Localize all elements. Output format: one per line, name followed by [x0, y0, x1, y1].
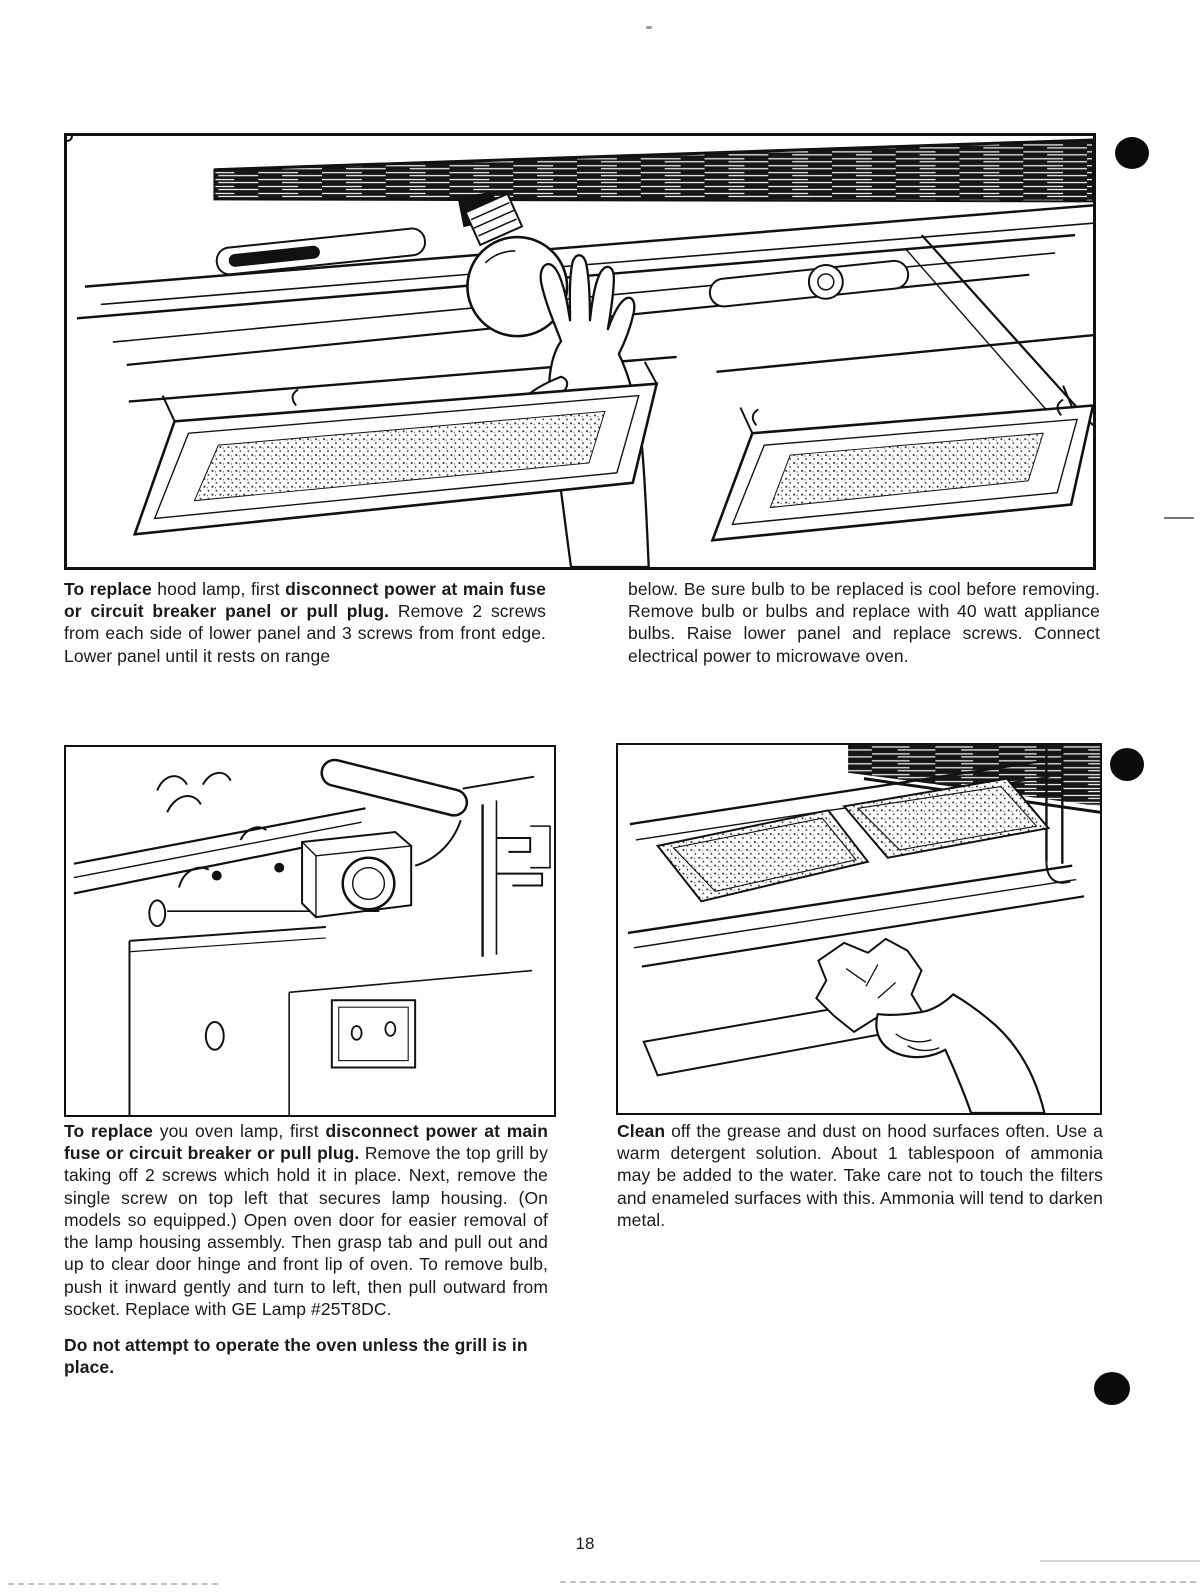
- oven-lamp-housing-illustration: [64, 745, 556, 1117]
- hood-cleaning-illustration: [616, 743, 1102, 1115]
- oven-lamp-text-column: [64, 1120, 548, 1392]
- paragraph-oven-lamp: To replace you oven lamp, first disconnect power at main fuse or circuit breaker or pull plug. Remove the top grill by taking off 2 screws which hold it in place. Next, remove the single screw on top left that secures lamp housing. (On models so equipped.) Open oven door for easier removal of the lamp housing assembly. Then grasp tab and pull out and up to clear door hinge and front lip of oven. To remove bulb, push it inward gently and turn to left, then pull outward from socket. Replace with GE Lamp #25T8DC.: [64, 1121, 549, 1319]
- screw: [274, 863, 284, 873]
- page-number: 18: [575, 1534, 595, 1553]
- hood-lamp-drawing: [67, 136, 1093, 567]
- screw: [212, 871, 222, 881]
- scan-mark: [560, 1581, 1196, 1583]
- lamp-housing: [302, 832, 411, 917]
- paragraph-hood-lamp-left: To replace hood lamp, first disconnect power at main fuse or circuit breaker panel or pull plug. Remove 2 screws from each side of lower panel and 3 screws from front edge. Lower panel until it rests on range: [64, 579, 546, 666]
- cleaning-text-column: [617, 1120, 1103, 1245]
- hood-cleaning-drawing: [618, 745, 1100, 1113]
- paragraph-grill-warning: Do not attempt to operate the oven unless the grill is in place.: [64, 1334, 528, 1378]
- scan-mark: [1040, 1560, 1200, 1562]
- scan-mark: [1164, 517, 1194, 519]
- oven-lamp-drawing: [66, 747, 554, 1115]
- scan-mark: [646, 26, 652, 29]
- hood-lamp-bulb-replacement-illustration: [64, 133, 1096, 570]
- paragraph-cleaning: Clean off the grease and dust on hood surfaces often. Use a warm detergent solution. About 1 tablespoon of ammonia may be added to the water. Take care not to touch the filters and enameled surfaces with this. Ammonia will tend to darken metal.: [617, 1121, 1103, 1230]
- scan-mark: [8, 1583, 218, 1585]
- paragraph-hood-lamp-right: below. Be sure bulb to be replaced is cool before removing. Remove bulb or bulbs and replace with 40 watt appliance bulbs. Raise lower panel and replace screws. Connect electrical power to microwave oven.: [628, 579, 1100, 666]
- registration-dot: [1094, 1372, 1130, 1405]
- registration-dot: [1115, 137, 1149, 169]
- registration-dot: [1110, 748, 1144, 781]
